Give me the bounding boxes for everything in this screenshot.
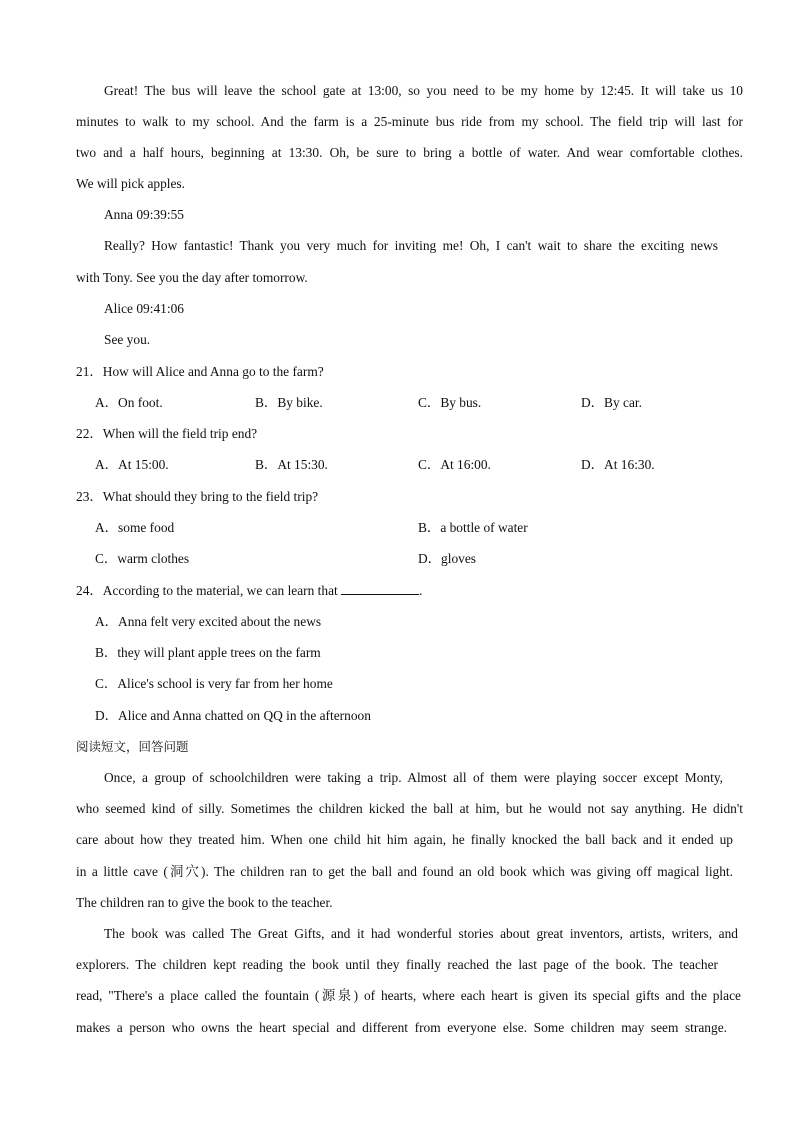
passage-line: in a little cave (洞穴). The children ran to get the ball and found an old book which was giving off magical light. [76, 864, 733, 879]
option-a[interactable]: A．Anna felt very excited about the news [95, 614, 322, 629]
passage-line: The children ran to give the book to the teacher. [76, 895, 333, 910]
dialogue-line: Great! The bus will leave the school gate at 13:00, so you need to be my home by 12:45. It will take us 10 [104, 83, 743, 98]
question-stem-text: 24．According to the material, we can learn that [76, 583, 338, 598]
option-d[interactable]: D．Alice and Anna chatted on QQ in the afternoon [95, 708, 371, 723]
chat-timestamp-anna: Anna 09:39:55 [104, 207, 184, 222]
option-b[interactable]: B．a bottle of water [418, 520, 528, 535]
option-a[interactable]: A．some food [95, 520, 175, 535]
dialogue-line: two and a half hours, beginning at 13:30. Oh, be sure to bring a bottle of water. And wear comfortable clothes. [76, 145, 743, 160]
option-c[interactable]: C．Alice's school is very far from her home [95, 676, 333, 691]
passage-line: The book was called The Great Gifts, and it had wonderful stories about great inventors, artists, writers, and [104, 926, 738, 941]
dialogue-line: Really? How fantastic! Thank you very much for inviting me! Oh, I can't wait to share the exciting news [104, 238, 718, 253]
option-a[interactable]: A．At 15:00. [95, 457, 169, 472]
option-d[interactable]: D．gloves [418, 551, 477, 566]
dialogue-line: We will pick apples. [76, 176, 185, 191]
passage-line: explorers. The children kept reading the book until they finally reached the last page of the book. The teacher [76, 957, 718, 972]
option-b[interactable]: B．By bike. [255, 395, 323, 410]
option-d[interactable]: D．By car. [581, 395, 642, 410]
option-a[interactable]: A．On foot. [95, 395, 163, 410]
question-stem: 21．How will Alice and Anna go to the farm? [76, 364, 324, 379]
passage-line: care about how they treated him. When one child hit him again, he finally knocked the ball back and it ended up [76, 832, 733, 847]
option-c[interactable]: C．By bus. [418, 395, 482, 410]
dialogue-line: minutes to walk to my school. And the farm is a 25-minute bus ride from my school. The field trip will last for [76, 114, 743, 129]
option-c[interactable]: C．warm clothes [95, 551, 190, 566]
passage-line: read, "There's a place called the fountain (源泉) of hearts, where each heart is given its special gifts and the place [76, 988, 741, 1003]
answer-blank [341, 582, 419, 595]
section-heading: 阅读短文，回答问题 [76, 739, 189, 754]
passage-line: makes a person who owns the heart special and different from everyone else. Some children may seem strange. [76, 1020, 727, 1035]
question-stem: 22．When will the field trip end? [76, 426, 258, 441]
question-stem-end: . [419, 583, 423, 598]
option-c[interactable]: C．At 16:00. [418, 457, 491, 472]
dialogue-line: See you. [104, 332, 151, 347]
dialogue-line: with Tony. See you the day after tomorrow. [76, 270, 308, 285]
passage-line: who seemed kind of silly. Sometimes the children kicked the ball at him, but he would not say anything. He didn't [76, 801, 743, 816]
question-stem [76, 582, 422, 600]
option-b[interactable]: B．they will plant apple trees on the farm [95, 645, 321, 660]
passage-line: Once, a group of schoolchildren were taking a trip. Almost all of them were playing soccer except Monty, [104, 770, 723, 785]
option-d[interactable]: D．At 16:30. [581, 457, 655, 472]
question-stem: 23．What should they bring to the field trip? [76, 489, 319, 504]
option-b[interactable]: B．At 15:30. [255, 457, 328, 472]
chat-timestamp-alice: Alice 09:41:06 [104, 301, 184, 316]
